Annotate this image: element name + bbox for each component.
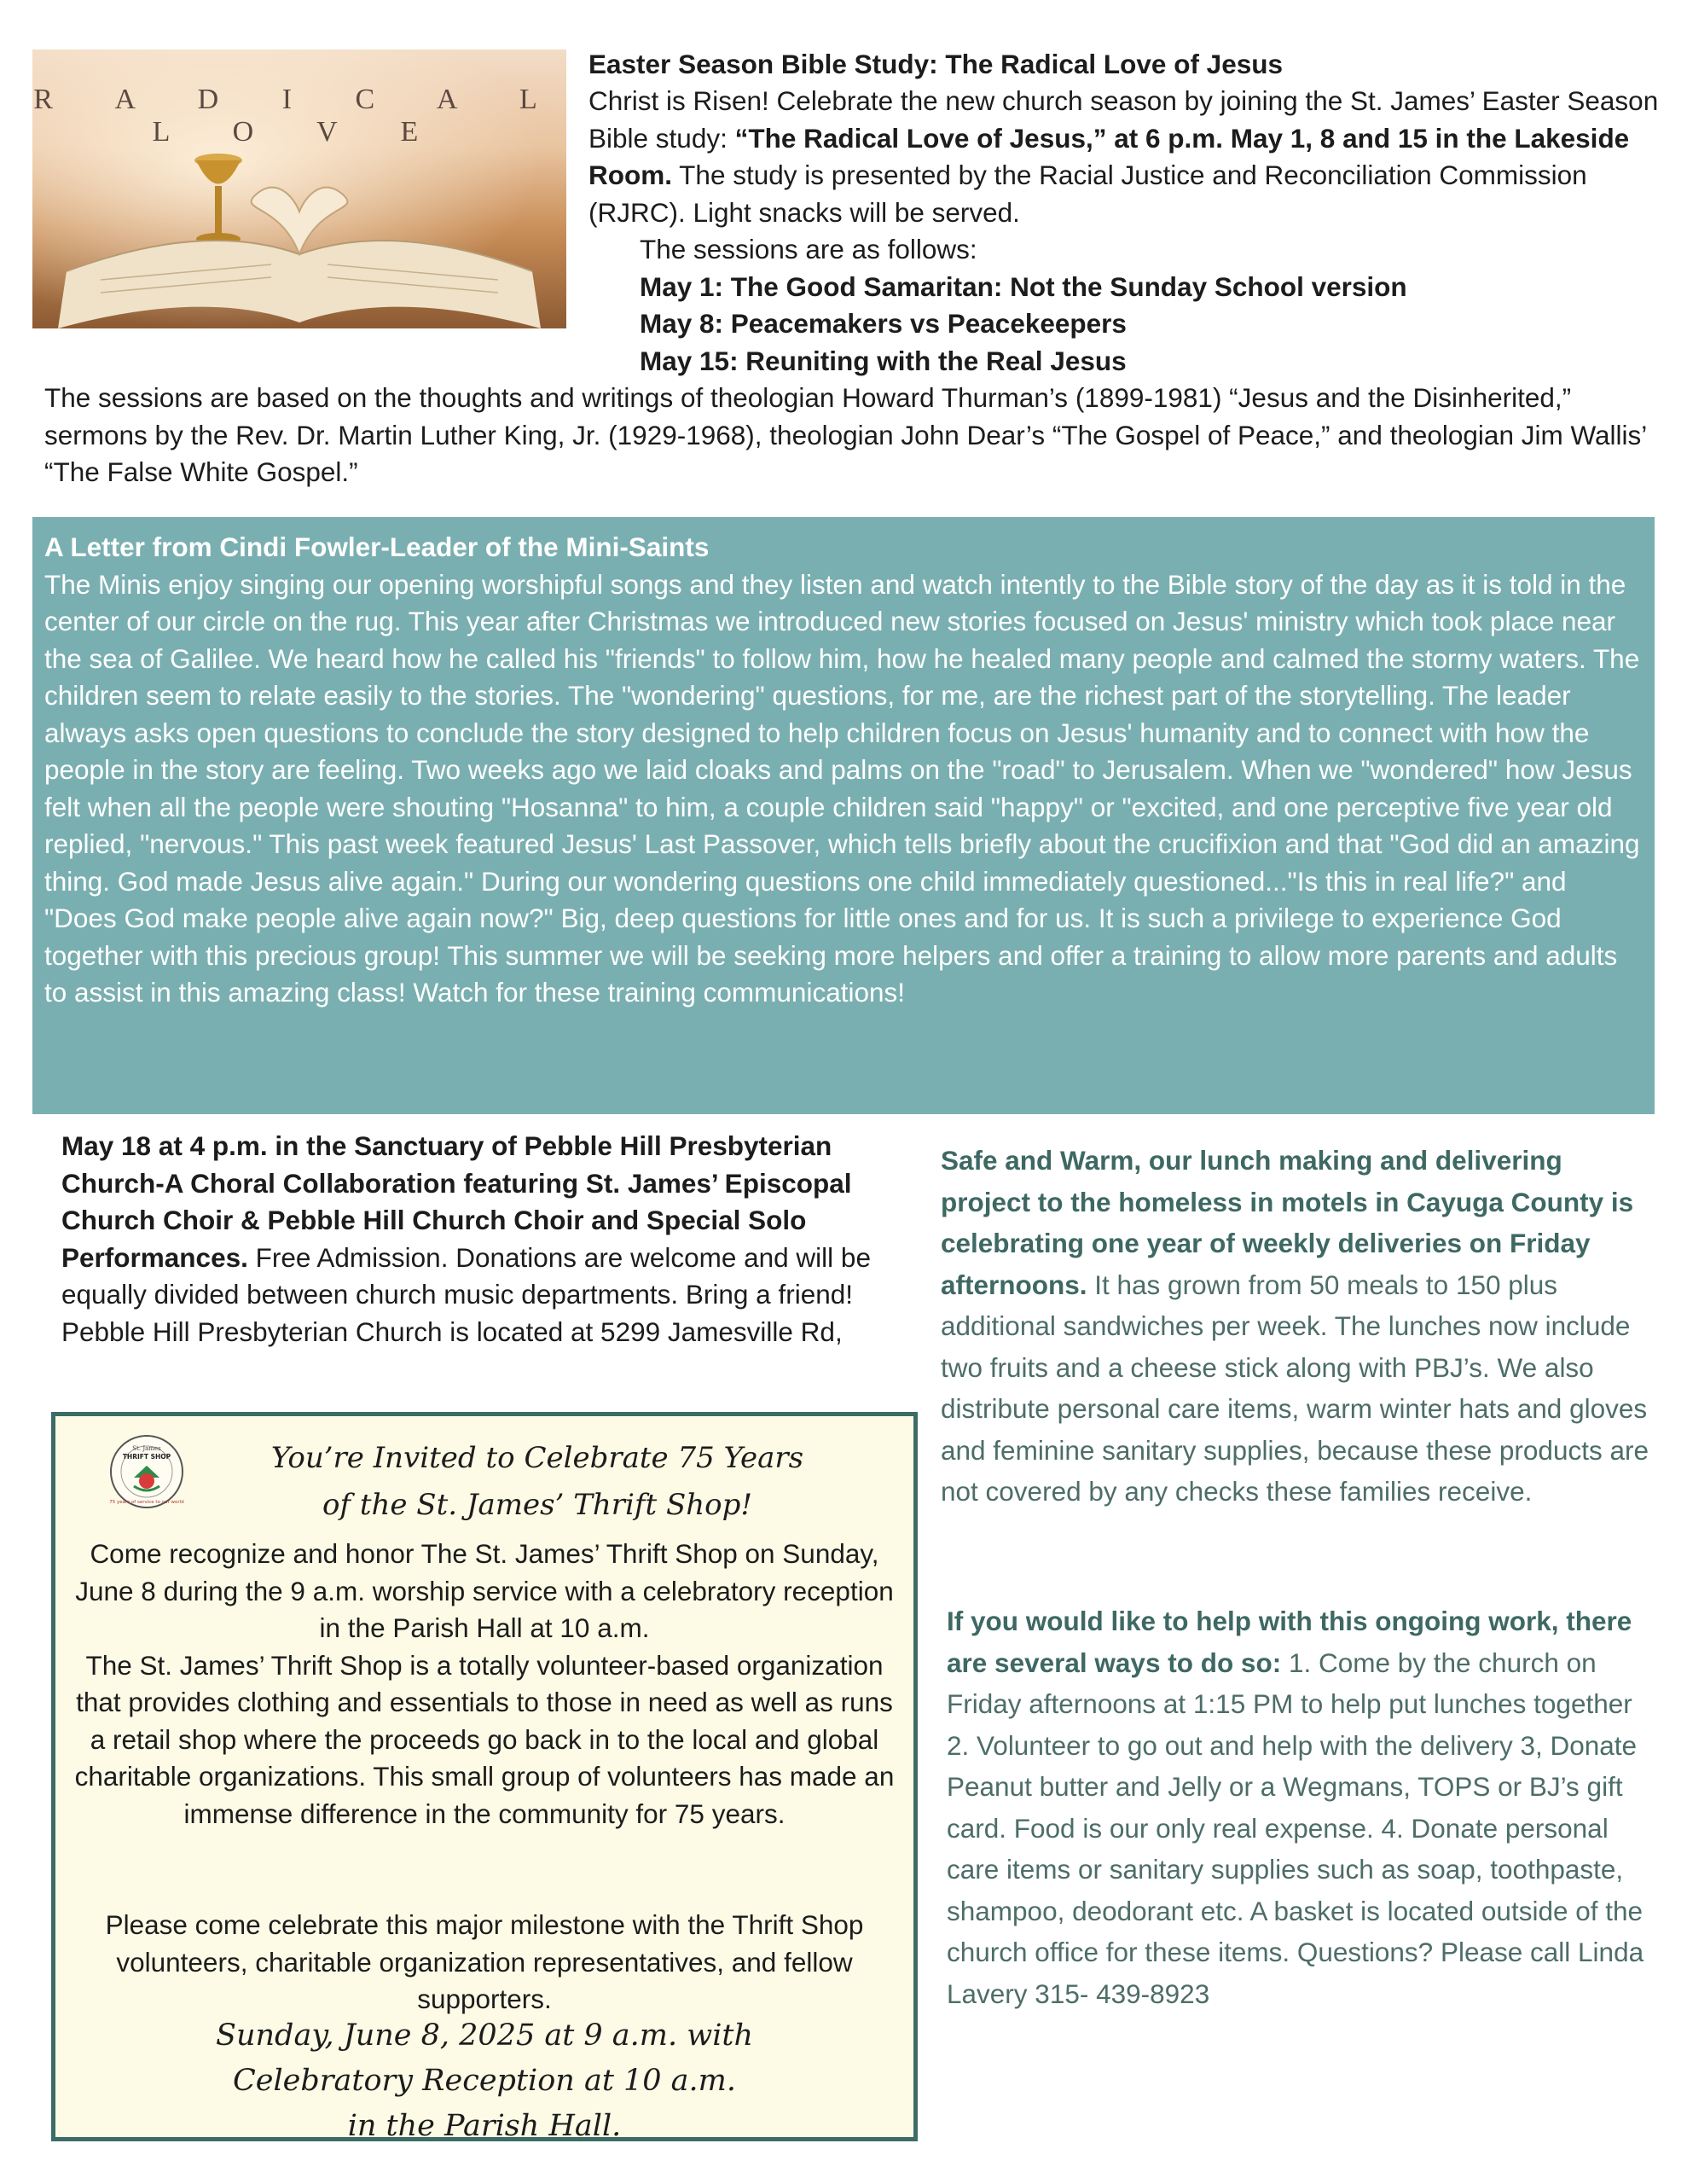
logo-top-text: St. James [132,1445,161,1452]
letter-body: The Minis enjoy singing our opening worshipful songs and they listen and watch intently to the Bible story of the day as it is told in the center of our circle on the rug. This year after Christmas we introduced new stories focused on Jesus' ministry which took place near the sea of Galilee. We heard how he called his "friends" to follow him, how he healed many people and calmed the stormy waters. The children seem to relate easily to the stories. The "wondering" questions, for me, are the richest part of the storytelling. The leader always asks open questions to conclude the story designed to help children focus on Jesus' humanity and to connect with how the people in the story are feeling. Two weeks ago we laid cloaks and palms on the "road" to Jerusalem. When we "wondered" how Jesus felt when all the people were shouting "Hosanna" to him, a couple children said "happy" or "excited, and one perceptive five year old replied, "nervous." This past week featured Jesus' Last Passover, which tells briefly about the crucifixion and that "God did an amazing thing. God made Jesus alive again." During our wondering questions one child immediately questioned..."Is this in real life?" and "Does God make people alive again now?" Big, deep questions for little ones and for us. It is such a privilege to experience God together with this precious group! This summer we will be seeking more helpers and offer a training to allow more parents and adults to assist in this amazing class! Watch for these training communications! [44,568,1640,1008]
thrift-p1-b: The St. James’ Thrift Shop is a totally volunteer-based organization that provides clothing and essentials to those in need as well as runs a retail shop where the proceeds go back in to the local and global charitable organizations. This small group of volunteers has made an immense difference in the community for 75 years. [74,1649,895,1829]
easter-study-basis: The sessions are based on the thoughts and writings of theologian Howard Thurman’s (1899-1981) “Jesus and the Disinherited,” sermons by the Rev. Dr. Martin Luther King, Jr. (1929-1968), theologian John Dear’s “The Gospel of Peace,” and theologian Jim Wallis’ “The False White Gospel.” [44,382,1647,487]
safe-text: It has grown from 50 meals to 150 plus additional sandwiches per week. The lunches now include two fruits and a cheese stick along with PBJ’s. We also distribute personal care items, warm winter hats and gloves and feminine sanitary supplies, because these products are not covered by any checks these families receive. [941,1269,1649,1507]
safe-help-heading: If you would like to help with this ongoing work, there are several ways to do so: [947,1606,1632,1678]
letter-title: A Letter from Cindi Fowler-Leader of the Mini-Saints [44,531,710,562]
session-item: May 1: The Good Samaritan: Not the Sunday School version [640,270,1407,302]
session-item: May 8: Peacemakers vs Peacekeepers [640,308,1127,339]
intro-bold: “The Radical Love of Jesus,” at 6 p.m. May 1, 8 and 15 in the Lakeside Room. [588,122,1630,190]
thrift-heading-line-1: You’re Invited to Celebrate 75 Years [270,1441,804,1475]
sessions-list [640,231,1663,380]
choral-collaboration [61,1128,906,1350]
logo-ring-text: 75 years of service to our world [109,1500,184,1505]
thrift-foot-line-2: Celebratory Reception at 10 a.m. [233,2064,736,2098]
choral-heading: May 18 at 4 p.m. in the Sanctuary of Pebble Hill Presbyterian Church-A Choral Collaboration featuring St. James’ Episcopal Church Choir & Pebble Hill Church Choir and Special Solo Performances. [61,1130,852,1273]
thrift-event-details [72,2013,896,2149]
hero-word: R A D I C A L L O V E [33,84,565,148]
safe-heading: Safe and Warm, our lunch making and delivering project to the homeless in motels in Cayuga County is celebrating one year of weekly deliveries on Friday afternoons. [941,1145,1634,1300]
thrift-heading-line-2: of the St. James’ Thrift Shop! [322,1488,753,1522]
choral-text: Free Admission. Donations are welcome and will be equally divided between church music departments. Bring a friend! Pebble Hill Presbyterian Church is located at 5299 Jamesville Rd, [61,1241,871,1347]
thrift-p1-a: Come recognize and honor The St. James’ Thrift Shop on Sunday, June 8 during the 9 a.m. worship service with a celebratory reception in the Parish Hall at 10 a.m. [75,1538,894,1643]
safe-help-section [947,1600,1655,2014]
thrift-foot-line-1: Sunday, June 8, 2025 at 9 a.m. with [215,2018,754,2053]
thrift-paragraph-1 [72,1536,896,1833]
session-item: May 15: Reuniting with the Real Jesus [640,345,1127,376]
easter-study-title: Easter Season Bible Study: The Radical Love of Jesus [588,49,1284,79]
radical-love-image [32,49,566,328]
thrift-shop-invitation [51,1412,918,2141]
safe-and-warm-section [941,1140,1649,1513]
intro-text-2: The study is presented by the Racial Justice and Reconciliation Commission (RJRC). Light snacks will be served. [588,160,1587,228]
thrift-heading [175,1435,900,1529]
thrift-paragraph-2: Please come celebrate this major milestone with the Thrift Shop volunteers, charitable organization representatives, and fellow supporters. [105,1909,864,2014]
intro-text-1: Christ is Risen! Celebrate the new church season by joining the St. James’ Easter Season Bible study: [588,85,1659,154]
thrift-shop-logo [108,1433,185,1510]
mini-saints-letter [32,517,1655,1114]
easter-study-intro [588,83,1663,231]
logo-main-text: THRIFT SHOP [122,1453,171,1461]
sessions-lead: The sessions are as follows: [640,234,977,264]
thrift-foot-line-3: in the Parish Hall. [347,2109,622,2143]
safe-help-text: 1. Come by the church on Friday afternoons at 1:15 PM to help put lunches together 2. Volunteer to go out and help with the delivery 3, Donate Peanut butter and Jelly or a Wegmans, TOPS or BJ’s gift card. Food is our only real expense. 4. Donate personal care items or sanitary supplies such as soap, toothpaste, shampoo, deodorant etc. A basket is located outside of the church office for these items. Questions? Please call Linda Lavery 315- 439-8923 [947,1647,1644,2009]
